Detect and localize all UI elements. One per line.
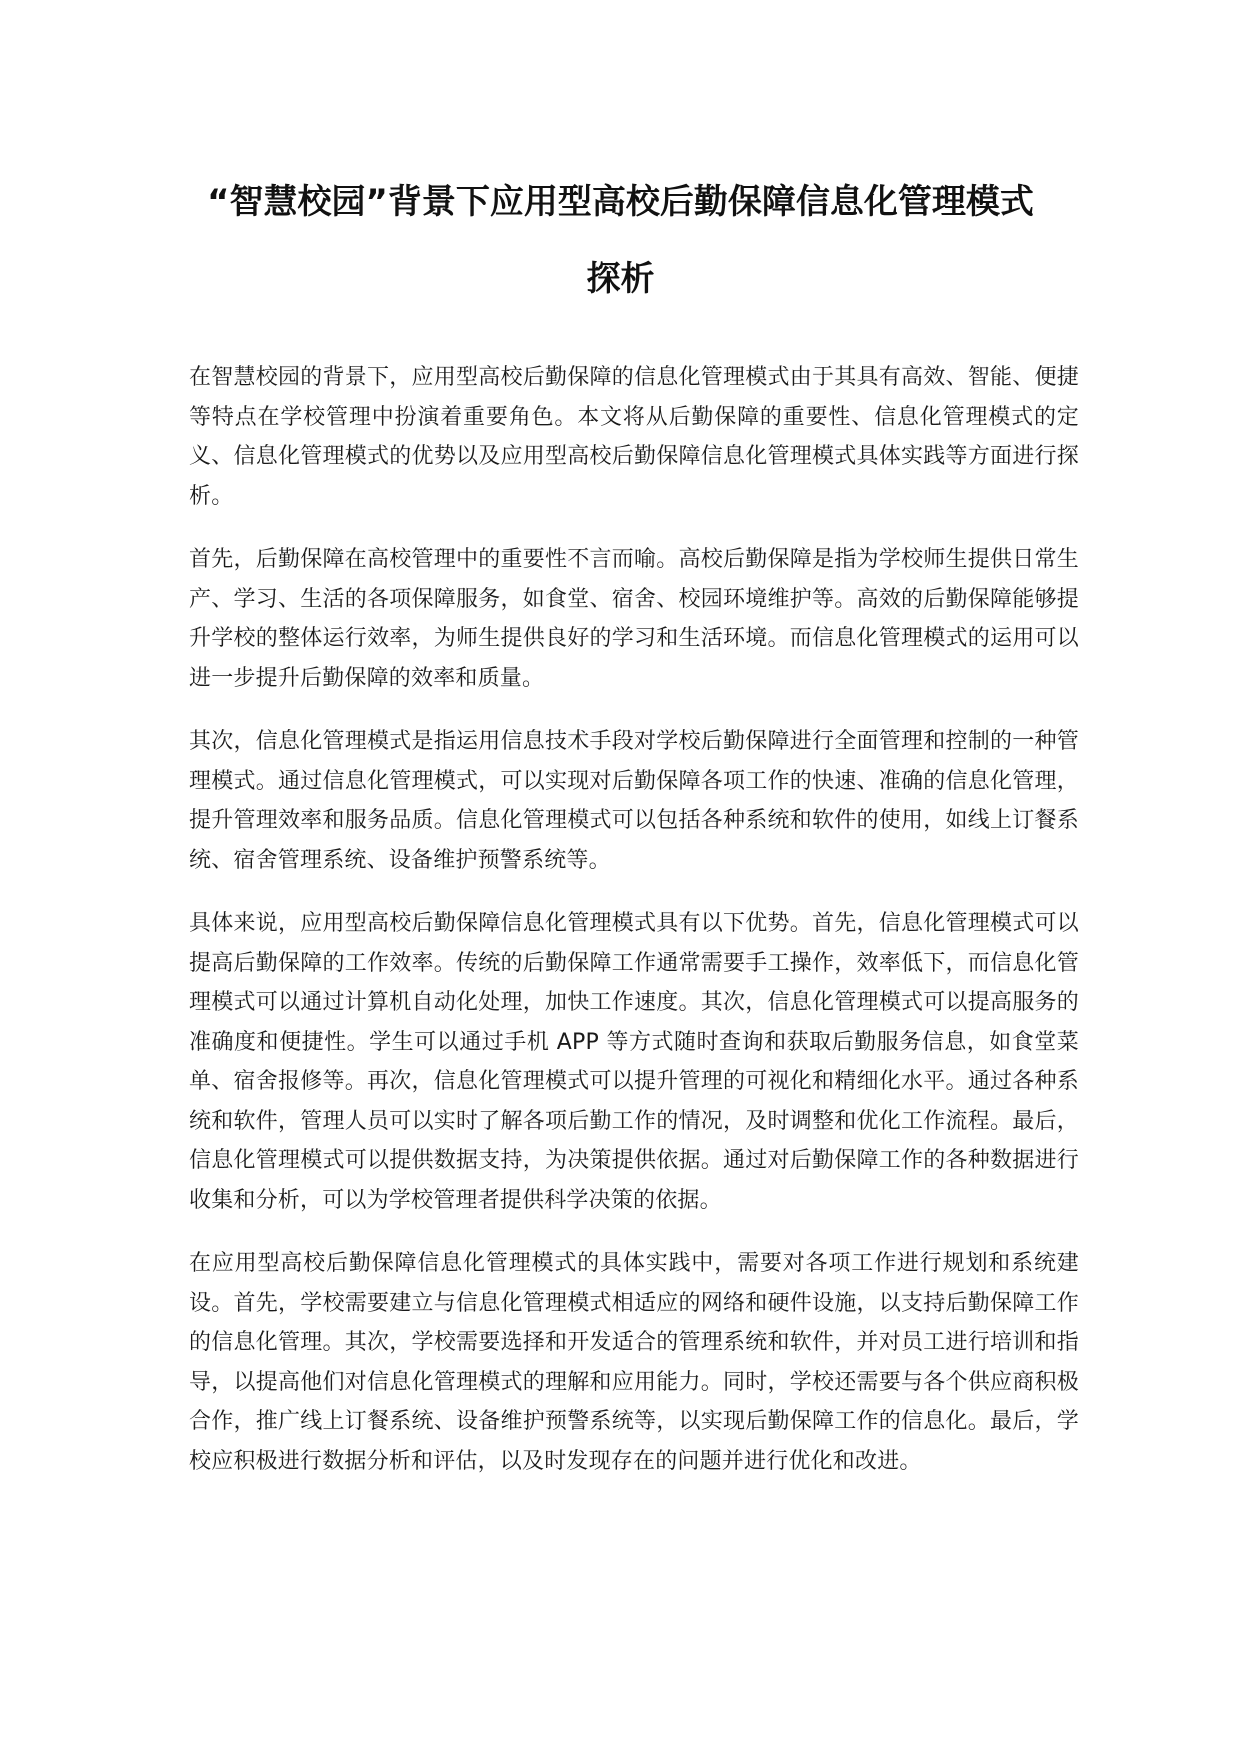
paragraph-2: 首先，后勤保障在高校管理中的重要性不言而喻。高校后勤保障是指为学校师生提供日常生产、学习、生活的各项保障服务，如食堂、宿舍、校园环境维护等。高效的后勤保障能够提升学校的整体运行效率，为师生提供良好的学习和生活环境。而信息化管理模式的运用可以进一步提升后勤保障的效率和质量。	[189, 547, 1079, 691]
paragraph-1: 在智慧校园的背景下，应用型高校后勤保障的信息化管理模式由于其具有高效、智能、便捷等特点在学校管理中扮演着重要角色。本文将从后勤保障的重要性、信息化管理模式的定义、信息化管理模式的优势以及应用型高校后勤保障信息化管理模式具体实践等方面进行探析。	[189, 365, 1079, 509]
document-title-line-1: “智慧校园”背景下应用型高校后勤保障信息化管理模式	[207, 182, 1034, 222]
document-title-line-2: 探析	[586, 259, 655, 299]
document-body	[189, 358, 1079, 1505]
paragraph-5: 在应用型高校后勤保障信息化管理模式的具体实践中，需要对各项工作进行规划和系统建设。首先，学校需要建立与信息化管理模式相适应的网络和硬件设施，以支持后勤保障工作的信息化管理。其次，学校需要选择和开发适合的管理系统和软件，并对员工进行培训和指导，以提高他们对信息化管理模式的理解和应用能力。同时，学校还需要与各个供应商积极合作，推广线上订餐系统、设备维护预警系统等，以实现后勤保障工作的信息化。最后，学校应积极进行数据分析和评估，以及时发现存在的问题并进行优化和改进。	[189, 1251, 1079, 1474]
paragraph-4: 具体来说，应用型高校后勤保障信息化管理模式具有以下优势。首先，信息化管理模式可以提高后勤保障的工作效率。传统的后勤保障工作通常需要手工操作，效率低下，而信息化管理模式可以通过计算机自动化处理，加快工作速度。其次，信息化管理模式可以提高服务的准确度和便捷性。学生可以通过手机 APP 等方式随时查询和获取后勤服务信息，如食堂菜单、宿舍报修等。再次，信息化管理模式可以提升管理的可视化和精细化水平。通过各种系统和软件，管理人员可以实时了解各项后勤工作的情况，及时调整和优化工作流程。最后，信息化管理模式可以提供数据支持，为决策提供依据。通过对后勤保障工作的各种数据进行收集和分析，可以为学校管理者提供科学决策的依据。	[189, 911, 1079, 1213]
paragraph-3: 其次，信息化管理模式是指运用信息技术手段对学校后勤保障进行全面管理和控制的一种管理模式。通过信息化管理模式，可以实现对后勤保障各项工作的快速、准确的信息化管理，提升管理效率和服务品质。信息化管理模式可以包括各种系统和软件的使用，如线上订餐系统、宿舍管理系统、设备维护预警系统等。	[189, 729, 1079, 873]
